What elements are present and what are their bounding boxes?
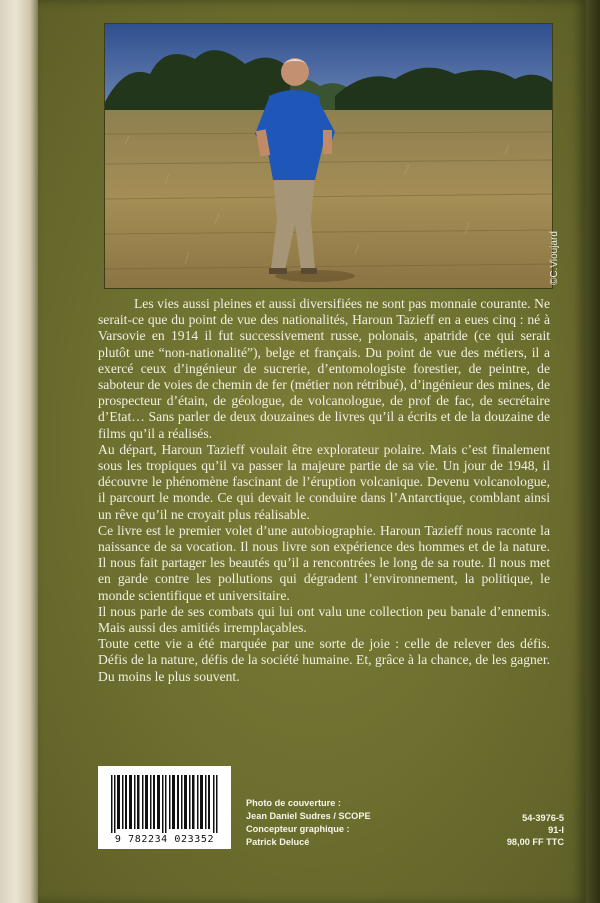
blurb-paragraph-2: Au départ, Haroun Tazieff voulait être explorateur polaire. Mais c’est finalement sous les tropiques qu’il va passer la majeure partie de sa vie. Un jour de 1948, il découvre le phénomène fascinant de l’éruption volcanique. Devenu volcanologue, il parcourt le monde. Ce qui devait le conduire dans l’Antarctique, comblant ainsi un rêve qu’il ne croyait plus réalisable. xyxy=(98,441,550,522)
designer-name: Patrick Delucé xyxy=(246,837,310,847)
blurb-paragraph-4: Il nous parle de ses combats qui lui ont valu une collection peu banale d’ennemis. Mais aussi des amitiés irremplaçables. xyxy=(98,603,550,636)
barcode-bars xyxy=(111,775,219,833)
blurb-text xyxy=(98,296,550,685)
barcode xyxy=(98,766,231,849)
designer-label: Concepteur graphique : xyxy=(246,824,350,834)
book-spine-edge xyxy=(0,0,40,903)
man-walking-in-field-photo xyxy=(105,24,552,288)
photo-credit: ©C.Vioujard xyxy=(549,231,560,285)
cover-photo-names: Jean Daniel Sudres / SCOPE xyxy=(246,811,371,821)
edition-code: 91-I xyxy=(548,825,564,835)
cover-photo-label: Photo de couverture : xyxy=(246,798,341,808)
reference-codes xyxy=(470,812,564,848)
price: 98,00 FF TTC xyxy=(506,837,564,847)
barcode-number: 9 782234 023352 xyxy=(114,834,215,845)
cover-photo xyxy=(104,23,553,289)
cover-credits xyxy=(246,797,371,849)
blurb-paragraph-5: Toute cette vie a été marquée par une sorte de joie : celle de relever des défis. Défis de la nature, défis de la société humaine. Et, grâce à la chance, de les gagner. Du moins le plus souvent. xyxy=(98,636,550,684)
blurb-paragraph-3: Ce livre est le premier volet d’une autobiographie. Haroun Tazieff nous raconte la naissance de sa vocation. Il nous livre son expérience des hommes et de la nature. Il nous fait partager les beautés qu’il a rencontrées le long de sa route. Il nous met en garde contre les pollutions qui dégradent l’environnement, la politique, le monde scientifique et universitaire. xyxy=(98,522,550,603)
reference-number: 54-3976-5 xyxy=(522,813,564,823)
cover-right-edge xyxy=(586,0,600,903)
blurb-paragraph-1: Les vies aussi pleines et aussi diversifiées ne sont pas monnaie courante. Ne serait-ce que du point de vue des nationalités, Haroun Tazieff en a eues cinq : né à Varsovie en 1914 il fut successivement russe, polonais, apatride (ce qui serait plutôt une “non-nationalité”), belge et français. Du point de vue des métiers, il a exercé ceux d’ingénieur de sucrerie, d’entomologiste forestier, de peintre, de saboteur de voies de chemin de fer (métier non rétribué), d’ingénieur des mines, de prospecteur d’étain, de géologue, de volcanologue, de prof de fac, de secrétaire d’Etat… Sans parler de deux douzaines de livres qu’il a écrits et de la douzaine de films qu’il a réalisés. xyxy=(98,296,550,441)
